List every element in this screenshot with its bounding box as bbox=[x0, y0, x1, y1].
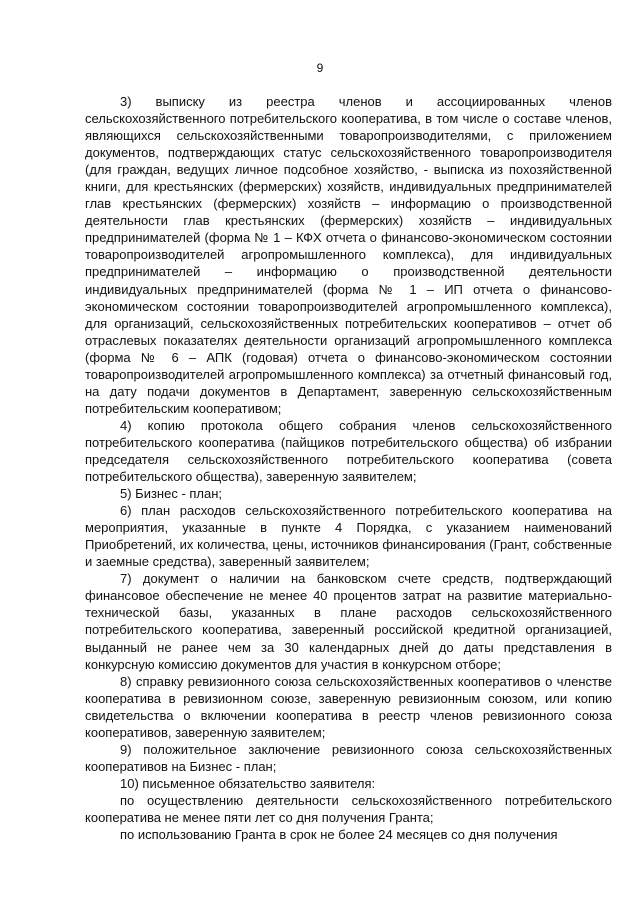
paragraph-item-9: 9) положительное заключение ревизионного союза сельскохозяйственных кооперативов на Бизнес - план; bbox=[85, 741, 612, 774]
paragraph-item-5: 5) Бизнес - план; bbox=[120, 486, 223, 502]
paragraph-item-8: 8) справку ревизионного союза сельскохозяйственных кооперативов о членстве кооператива в ревизионном союзе, заверенную ревизионным союзом, или копию свидетельства о включении кооператива в реестр членов ревизионного союза кооперативов, заверенную заявителем; bbox=[85, 673, 612, 740]
document-body bbox=[85, 93, 612, 843]
paragraph-item-7: 7) документ о наличии на банковском счете средств, подтверждающий финансовое обеспечение не менее 40 процентов затрат на развитие материально-технической базы, указанных в плане расходов сельскохозяйственного потребительского кооператива, заверенный российской кредитной организацией, выданный не ранее чем за 30 календарных дней до даты представления в конкурсную комиссию документов для участия в конкурсном отборе; bbox=[85, 571, 612, 672]
paragraph-item-6: 6) план расходов сельскохозяйственного потребительского кооператива на мероприятия, указанные в пункте 4 Порядка, с указанием наименований Приобретений, их количества, цены, источников финансирования (Грант, собственные и заемные средства), заверенный заявителем; bbox=[85, 503, 612, 570]
paragraph-item-3: 3) выписку из реестра членов и ассоциированных членов сельскохозяйственного потребительского кооператива, в том числе о составе членов, являющихся сельскохозяйственными товаропроизводителями, с приложением документов, подтверждающих статус сельскохозяйственного товаропроизводителя (для граждан, ведущих личное подсобное хозяйство, - выписка из похозяйственной книги, для крестьянских (фермерских) хозяйств, индивидуальных предпринимателей глав крестьянских (фермерских) хозяйств – информацию о производственной деятельности глав крестьянских (фермерских) хозяйств – индивидуальных предпринимателей (форма № 1 – КФХ отчета о финансово-экономическом состоянии товаропроизводителей агропромышленного комплекса), для индивидуальных предпринимателей – информацию о производственной деятельности индивидуальных предпринимателей (форма № 1 – ИП отчета о финансово-экономическом состоянии товаропроизводителей агропромышленного комплекса), для организаций, сельскохозяйственных потребительских кооперативов – отчет об отраслевых показателях деятельности организаций агропромышленного комплекса (форма № 6 – АПК (годовая) отчета о финансово-экономическом состоянии товаропроизводителей агропромышленного комплекса) за отчетный финансовый год, на дату подачи документов в Департамент, заверенную сельскохозяйственным потребительским кооперативом; bbox=[85, 94, 612, 416]
paragraph-item-4: 4) копию протокола общего собрания членов сельскохозяйственного потребительского кооператива (пайщиков потребительского общества) об избрании председателя сельскохозяйственного потребительского кооператива (совета потребительского общества), заверенную заявителем; bbox=[85, 417, 612, 485]
paragraph-obligation-grant-use: по использованию Гранта в срок не более 24 месяцев со дня получения bbox=[120, 827, 558, 843]
page-number: 9 bbox=[316, 61, 324, 75]
paragraph-obligation-activity: по осуществлению деятельности сельскохозяйственного потребительского кооператива не менее пяти лет со дня получения Гранта; bbox=[85, 792, 612, 825]
paragraph-item-10: 10) письменное обязательство заявителя: bbox=[120, 775, 376, 791]
